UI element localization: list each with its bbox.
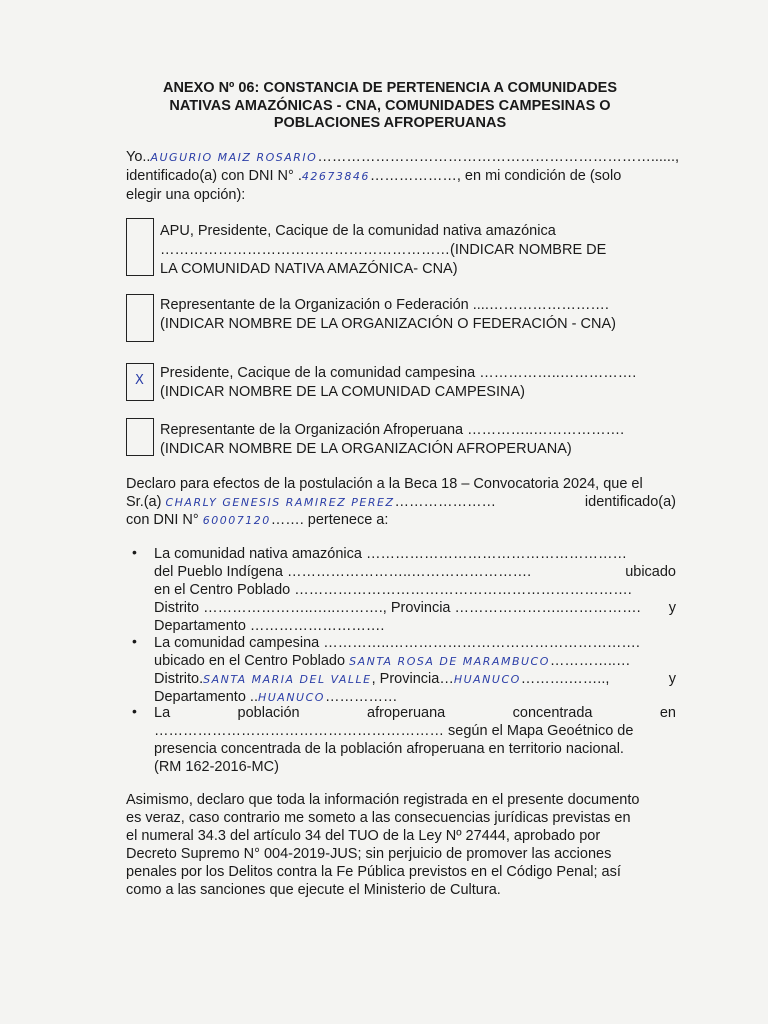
option-checkbox-federation[interactable] <box>126 294 154 342</box>
bullet-3-line-3: presencia concentrada de la población afroperuana en territorio nacional. <box>154 741 624 757</box>
departamento-value: HUANUCO <box>257 691 325 704</box>
centro-poblado-label: ubicado en el Centro Poblado <box>154 653 346 669</box>
option-2-line-2: (INDICAR NOMBRE DE LA ORGANIZACIÓN O FEDERACIÓN - CNA) <box>160 316 616 332</box>
dni-label: identificado(a) con DNI N° <box>126 168 294 184</box>
bullet-3-line-1 <box>154 704 676 722</box>
closing-line-5: penales por los Delitos contra la Fe Pública previstos en el Código Penal; así <box>126 864 621 880</box>
title-line-1: ANEXO Nº 06: CONSTANCIA DE PERTENENCIA A COMUNIDADES <box>162 80 618 96</box>
bullet-1-line-4-text: Distrito …………………..…..………., Provincia …………………..……………. <box>154 600 641 616</box>
closing-line-1: Asimismo, declaro que toda la información registrada en el presente documento <box>126 792 640 808</box>
option-1-line-1: APU, Presidente, Cacique de la comunidad nativa amazónica <box>160 223 556 239</box>
b3-word-4: concentrada <box>512 705 593 721</box>
bullet-2-line-1: La comunidad campesina …………..……………………………………………. <box>154 635 640 651</box>
option-3-line-1: Presidente, Cacique de la comunidad campesina ……………..……………. <box>160 365 637 381</box>
option-2-line-1: Representante de la Organización o Federación ....……………………. <box>160 297 609 313</box>
option-3-line-2: (INDICAR NOMBRE DE LA COMUNIDAD CAMPESINA) <box>160 384 525 400</box>
bullet-1-line-2 <box>154 563 676 581</box>
centro-poblado-value: SANTA ROSA DE MARAMBUCO <box>349 655 550 668</box>
dni-label-2: con DNI N° <box>126 512 199 528</box>
condition-text: , en mi condición de (solo <box>456 168 622 184</box>
provincia-label: Provincia <box>379 671 440 687</box>
option-checkbox-campesina[interactable] <box>126 363 154 401</box>
title-line-2: NATIVAS AMAZÓNICAS - CNA, COMUNIDADES CAMPESINAS O <box>169 97 611 114</box>
choose-line: elegir una opción): <box>126 187 246 203</box>
b3-word-2: población <box>237 705 300 721</box>
b3-word-1: La <box>154 705 171 721</box>
beneficiary-dni: 60007120 <box>202 514 271 527</box>
closing-line-4: Decreto Supremo N° 004-2019-JUS; sin perjuicio de promover las acciones <box>126 846 612 862</box>
bullet-1-line-2-text: del Pueblo Indígena ……………………..……………………. <box>154 564 532 580</box>
bullet-dot: • <box>132 703 137 719</box>
bullet-1-line-4-end: y <box>668 600 676 616</box>
document-title <box>110 80 670 133</box>
sr-label: Sr.(a) <box>126 494 162 510</box>
declaration-line-1: Declaro para efectos de la postulación a la Beca 18 – Convocatoria 2024, que el <box>126 476 643 492</box>
bullet-1-line-2-end: ubicado <box>625 564 676 580</box>
bullet-1-line-4 <box>154 599 676 617</box>
bullet-2-line-3: Distrito.SANTA MARIA DEL VALLE, Provincia…HUANUCO……….…….., y <box>154 671 676 687</box>
beneficiary-name: CHARLY GENESIS RAMIREZ PEREZ <box>165 496 395 509</box>
bullet-2-line-2: ubicado en el Centro Poblado SANTA ROSA DE MARAMBUCO…………..… <box>154 653 631 669</box>
declarant-dni: 42673846 <box>301 170 370 183</box>
option-1-line-3: LA COMUNIDAD NATIVA AMAZÓNICA- CNA) <box>160 261 458 277</box>
bullet-1-line-5: Departamento ………………………. <box>154 618 385 634</box>
declaration-line-2: Sr.(a) CHARLY GENESIS RAMIREZ PEREZ………………… identificado(a) <box>126 494 676 510</box>
identified-label: identificado(a) <box>584 494 676 510</box>
bullet-2-line-4: Departamento ..HUANUCO…………… <box>154 689 398 705</box>
departamento-label: Departamento <box>154 689 246 705</box>
option-1-line-2: ……………………………………………………(INDICAR NOMBRE DE <box>160 242 607 258</box>
bullet-1-line-1: La comunidad nativa amazónica ……………………………………………… <box>154 546 627 562</box>
dni-line: identificado(a) con DNI N° .42673846………………, en mi condición de (solo <box>126 168 622 184</box>
distrito-value: SANTA MARIA DEL VALLE <box>203 673 372 686</box>
belongs-text: ……. pertenece a: <box>270 512 389 528</box>
bullet-dot: • <box>132 544 137 560</box>
yo-line: Yo..AUGURIO MAIZ ROSARIO……………………………………………………………......, <box>126 149 680 165</box>
bullet-dot: • <box>132 633 137 649</box>
closing-line-3: el numeral 34.3 del artículo 34 del TUO de la Ley Nº 27444, aprobado por <box>126 828 601 844</box>
option-checkbox-afroperuana[interactable] <box>126 418 154 456</box>
option-4-line-1: Representante de la Organización Afroperuana …………..………………. <box>160 422 625 438</box>
bullet-2-line-3-end: y <box>668 671 676 687</box>
declaration-line-3 <box>126 511 388 530</box>
bullet-3-line-4: (RM 162-2016-MC) <box>154 759 279 775</box>
yo-label: Yo <box>126 149 143 165</box>
declarant-name: AUGURIO MAIZ ROSARIO <box>150 151 318 164</box>
b3-word-3: afroperuana <box>367 705 446 721</box>
bullet-1-line-3: en el Centro Poblado ……………………………………………………………. <box>154 582 632 598</box>
option-4-line-2: (INDICAR NOMBRE DE LA ORGANIZACIÓN AFROPERUANA) <box>160 441 572 457</box>
checkbox-x-mark: X <box>135 373 144 388</box>
option-checkbox-cna-apu[interactable] <box>126 218 154 276</box>
closing-line-2: es veraz, caso contrario me someto a las consecuencias jurídicas previstas en <box>126 810 631 826</box>
closing-line-6: como a las sanciones que ejecute el Ministerio de Cultura. <box>126 882 501 898</box>
provincia-value: HUANUCO <box>453 673 521 686</box>
distrito-label: Distrito <box>154 671 200 687</box>
b3-word-5: en <box>659 705 676 721</box>
title-line-3: POBLACIONES AFROPERUANAS <box>273 115 507 131</box>
bullet-3-line-2: …………………………………………………… según el Mapa Geoétnico de <box>154 723 634 739</box>
